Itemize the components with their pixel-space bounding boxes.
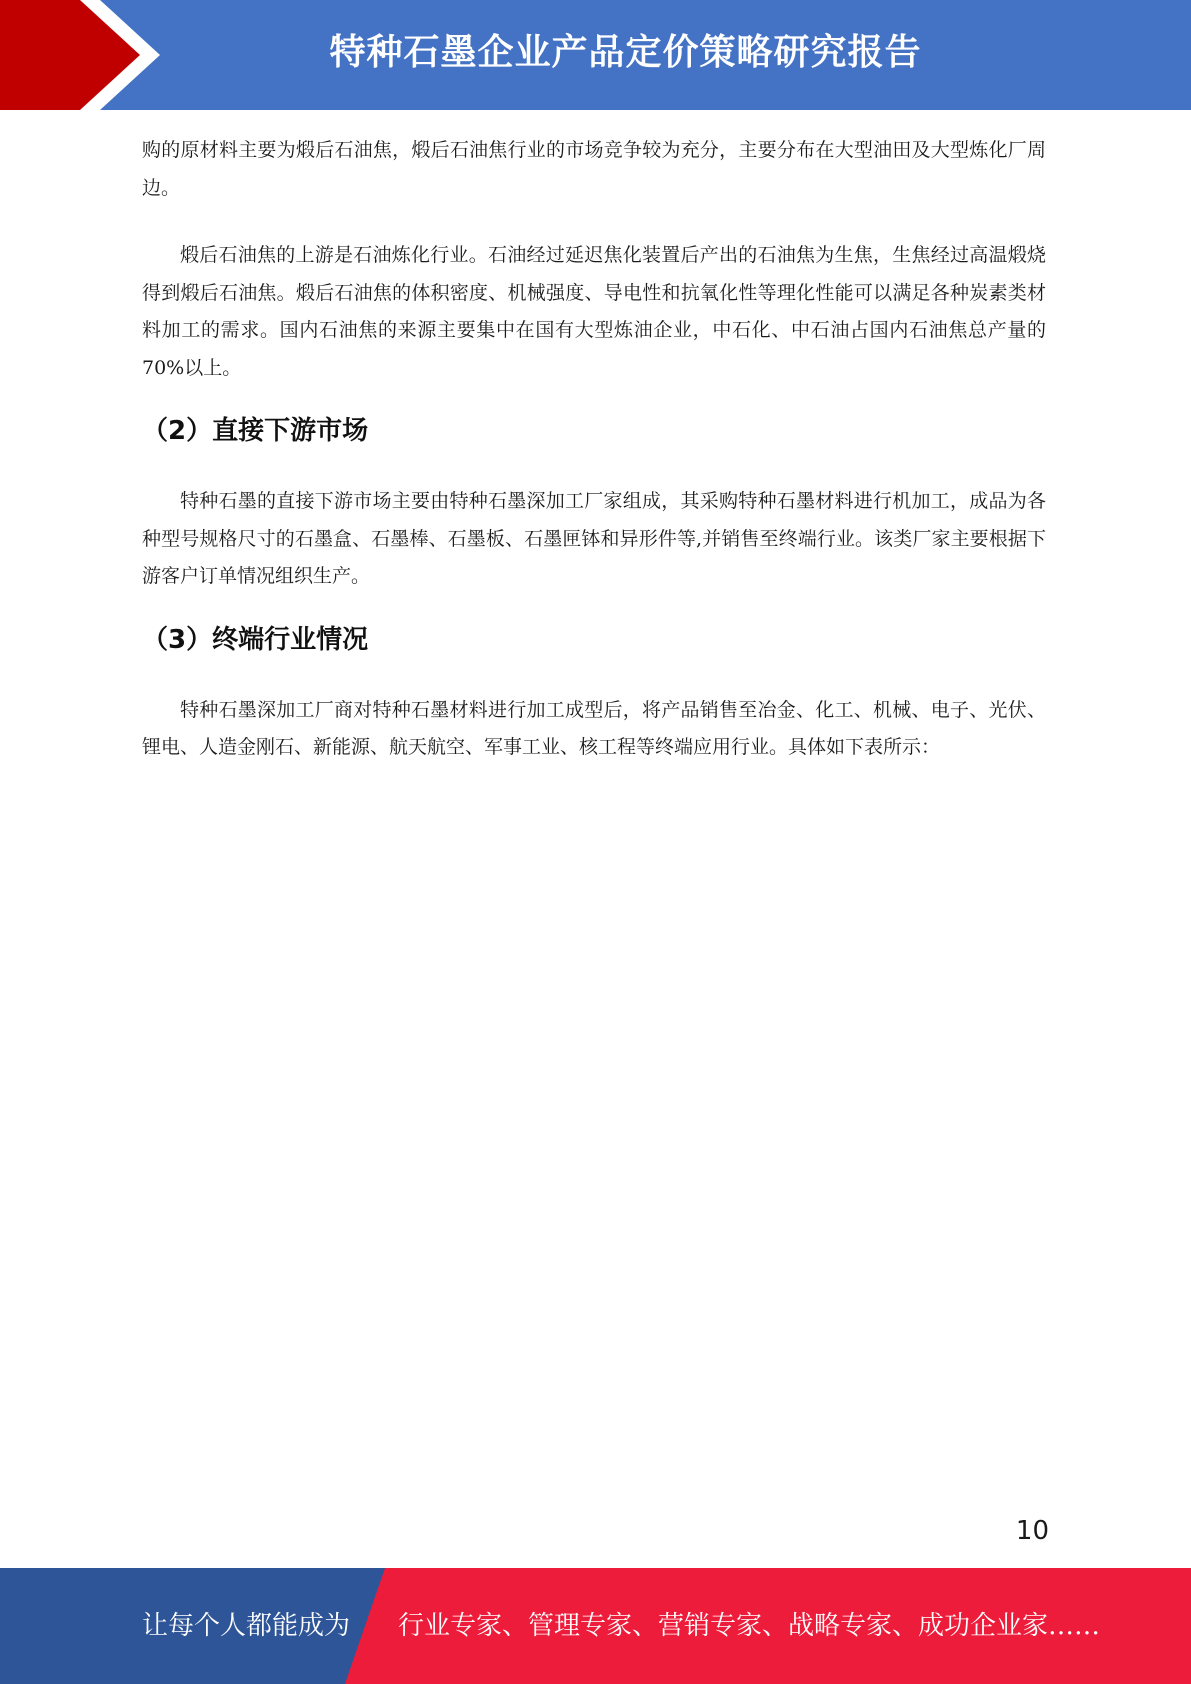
- body-paragraph-2: 煅后石油焦的上游是石油炼化行业。石油经过延迟焦化装置后产出的石油焦为生焦，生焦经过高温煅烧得到煅后石油焦。煅后石油焦的体积密度、机械强度、导电性和抗氧化性等理化性能可以满足各种炭素类材料加工的需求。国内石油焦的来源主要集中在国有大型炼油企业，中石化、中石油占国内石油焦总产量的 70%以上。: [142, 244, 1046, 379]
- report-footer: [0, 1568, 1191, 1684]
- report-header: [0, 0, 1191, 110]
- section-heading-downstream: （2）直接下游市场: [142, 416, 369, 446]
- body-paragraph-4: 特种石墨深加工厂商对特种石墨材料进行加工成型后，将产品销售至冶金、化工、机械、电子、光伏、锂电、人造金刚石、新能源、航天航空、军事工业、核工程等终端应用行业。具体如下表所示：: [142, 698, 1046, 758]
- report-title: 特种石墨企业产品定价策略研究报告: [329, 32, 922, 73]
- header-arrow-red: [0, 0, 140, 110]
- page-content: [142, 132, 1046, 767]
- page-number: 10: [1015, 1516, 1049, 1546]
- footer-slogan-right: 行业专家、管理专家、营销专家、战略专家、成功企业家……: [398, 1611, 1101, 1641]
- body-paragraph-3: 特种石墨的直接下游市场主要由特种石墨深加工厂家组成，其采购特种石墨材料进行机加工，成品为各种型号规格尺寸的石墨盒、石墨棒、石墨板、石墨匣钵和异形件等,并销售至终端行业。该类厂家主要根据下游客户订单情况组织生产。: [142, 490, 1046, 587]
- section-heading-terminal-industry: （3）终端行业情况: [142, 624, 369, 655]
- header-arrow-decor: [0, 0, 160, 110]
- body-paragraph-1: 购的原材料主要为煅后石油焦，煅后石油焦行业的市场竞争较为充分，主要分布在大型油田及大型炼化厂周边。: [142, 139, 1046, 199]
- footer-slogan-left: 让每个人都能成为: [142, 1611, 351, 1641]
